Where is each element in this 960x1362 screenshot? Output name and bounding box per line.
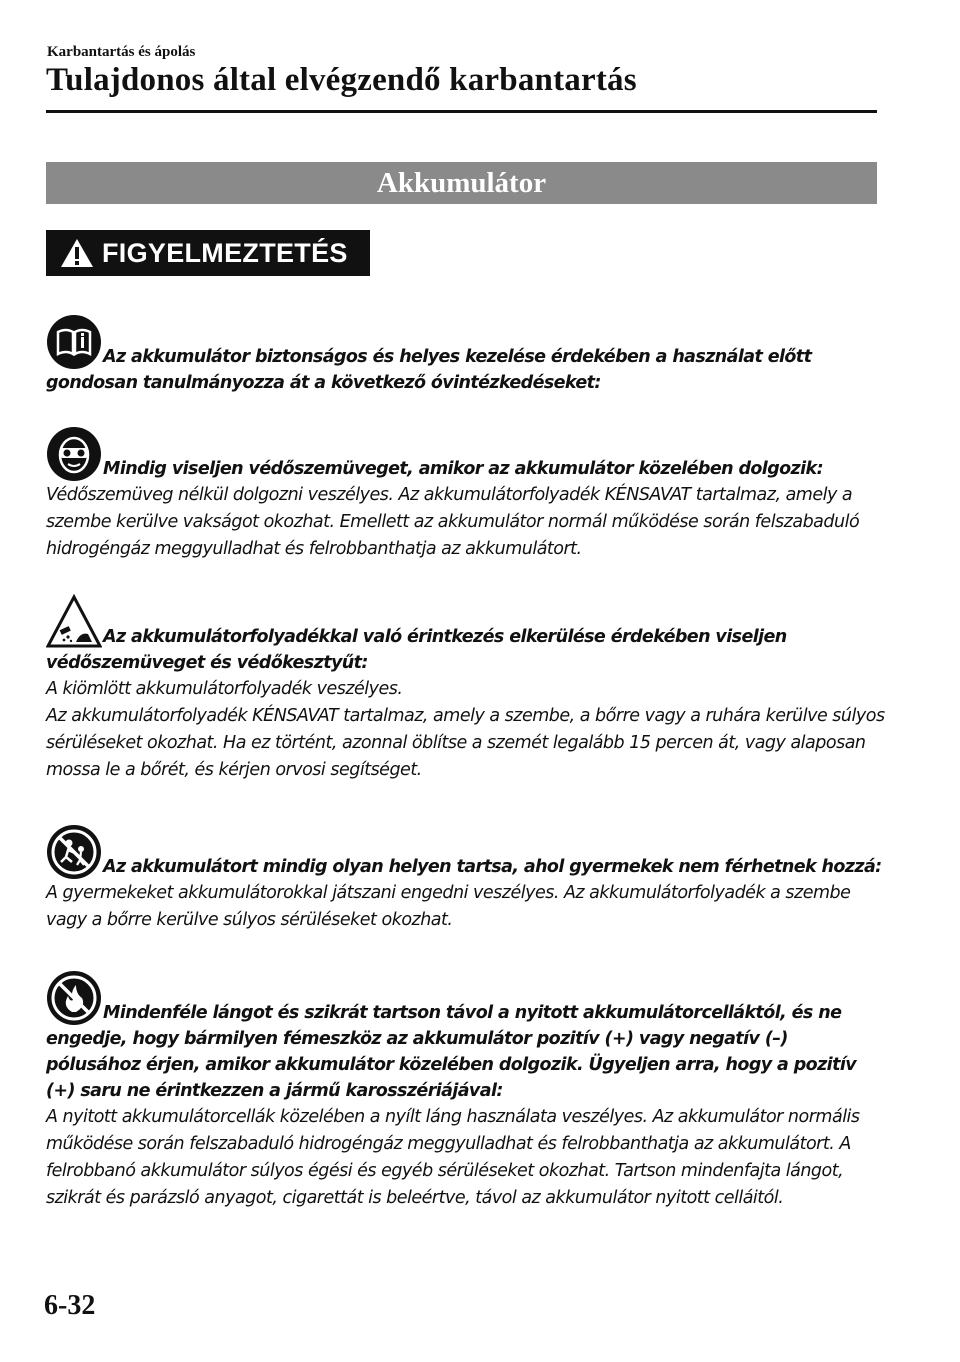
title-rule <box>46 110 877 113</box>
precaution-no-flame <box>46 970 886 1212</box>
page-title: Tulajdonos által elvégzendő karbantartás <box>46 62 637 98</box>
precaution-lead: Az akkumulátort mindig olyan helyen tartsa, ahol gyermekek nem férhetnek hozzá: <box>103 857 882 877</box>
section-label: Karbantartás és ápolás <box>47 44 196 60</box>
precaution-lead: Mindenféle lángot és szikrát tartson távol a nyitott akkumulátorcelláktól, és ne engedje, hogy bármilyen fémeszköz az akkumulátor pozitív (+) vagy negatív (–) pólusához érjen, amikor akkumulátor közelében dolgozik. Ügyeljen arra, hogy a pozitív (+) saru ne érintkezzen a jármű karosszériájával: <box>46 1003 857 1101</box>
warning-label: FIGYELMEZTETÉS <box>102 237 348 268</box>
warning-triangle-icon <box>60 238 94 268</box>
precaution-body: Védőszemüveg nélkül dolgozni veszélyes. Az akkumulátorfolyadék KÉNSAVAT tartalmaz, amely a szembe kerülve vakságot okozhat. Emellett az akkumulátor normál működése során felszabaduló hidrogéngáz meggyulladhat és felrobbanthatja az akkumulátort. <box>46 485 860 559</box>
precaution-body: A kiömlött akkumulátorfolyadék veszélyes. <box>46 679 403 699</box>
precaution-body: Az akkumulátorfolyadék KÉNSAVAT tartalmaz, amely a szembe, a bőrre vagy a ruhára kerülve súlyos sérüléseket okozhat. Ha ez történt, azonnal öblítse a szemét legalább 15 percen át, vagy alaposan mossa le a bőrét, és kérjen orvosi segítséget. <box>46 706 885 780</box>
precaution-children <box>46 824 886 934</box>
precaution-corrosive <box>46 594 886 784</box>
section-banner: Akkumulátor <box>46 162 877 204</box>
precaution-goggles <box>46 426 886 563</box>
precaution-read-manual <box>46 314 886 396</box>
warning-badge <box>46 230 370 276</box>
precaution-lead: Az akkumulátorfolyadékkal való érintkezés elkerülése érdekében viseljen védőszemüveget és védőkesztyűt: <box>46 627 787 673</box>
safety-goggles-icon <box>46 426 102 482</box>
precaution-body: A nyitott akkumulátorcellák közelében a nyílt láng használata veszélyes. Az akkumulátor normális működése során felszabaduló hidrogéngáz meggyulladhat és felrobbanthatja az akkumulátort. A felrobbanó akkumulátor súlyos égési és egyéb sérüléseket okozhat. Tartson mindenfajta lángot, szikrát és parázsló anyagot, cigarettát is beleértve, távol az akkumulátor nyitott celláitól. <box>46 1107 860 1208</box>
keep-away-from-children-icon <box>46 824 102 880</box>
no-open-flame-icon <box>46 970 102 1026</box>
corrosive-warning-icon <box>46 594 102 650</box>
precaution-lead: Mindig viseljen védőszemüveget, amikor az akkumulátor közelében dolgozik: <box>103 459 823 479</box>
precaution-lead: Az akkumulátor biztonságos és helyes kezelése érdekében a használat előtt gondosan tanulmányozza át a következő óvintézkedéseket: <box>46 347 812 393</box>
precaution-body: A gyermekeket akkumulátorokkal játszani engedni veszélyes. Az akkumulátorfolyadék a szembe vagy a bőrre kerülve súlyos sérüléseket okozhat. <box>46 883 851 930</box>
manual-book-icon <box>46 314 102 370</box>
page-number: 6-32 <box>44 1290 96 1321</box>
